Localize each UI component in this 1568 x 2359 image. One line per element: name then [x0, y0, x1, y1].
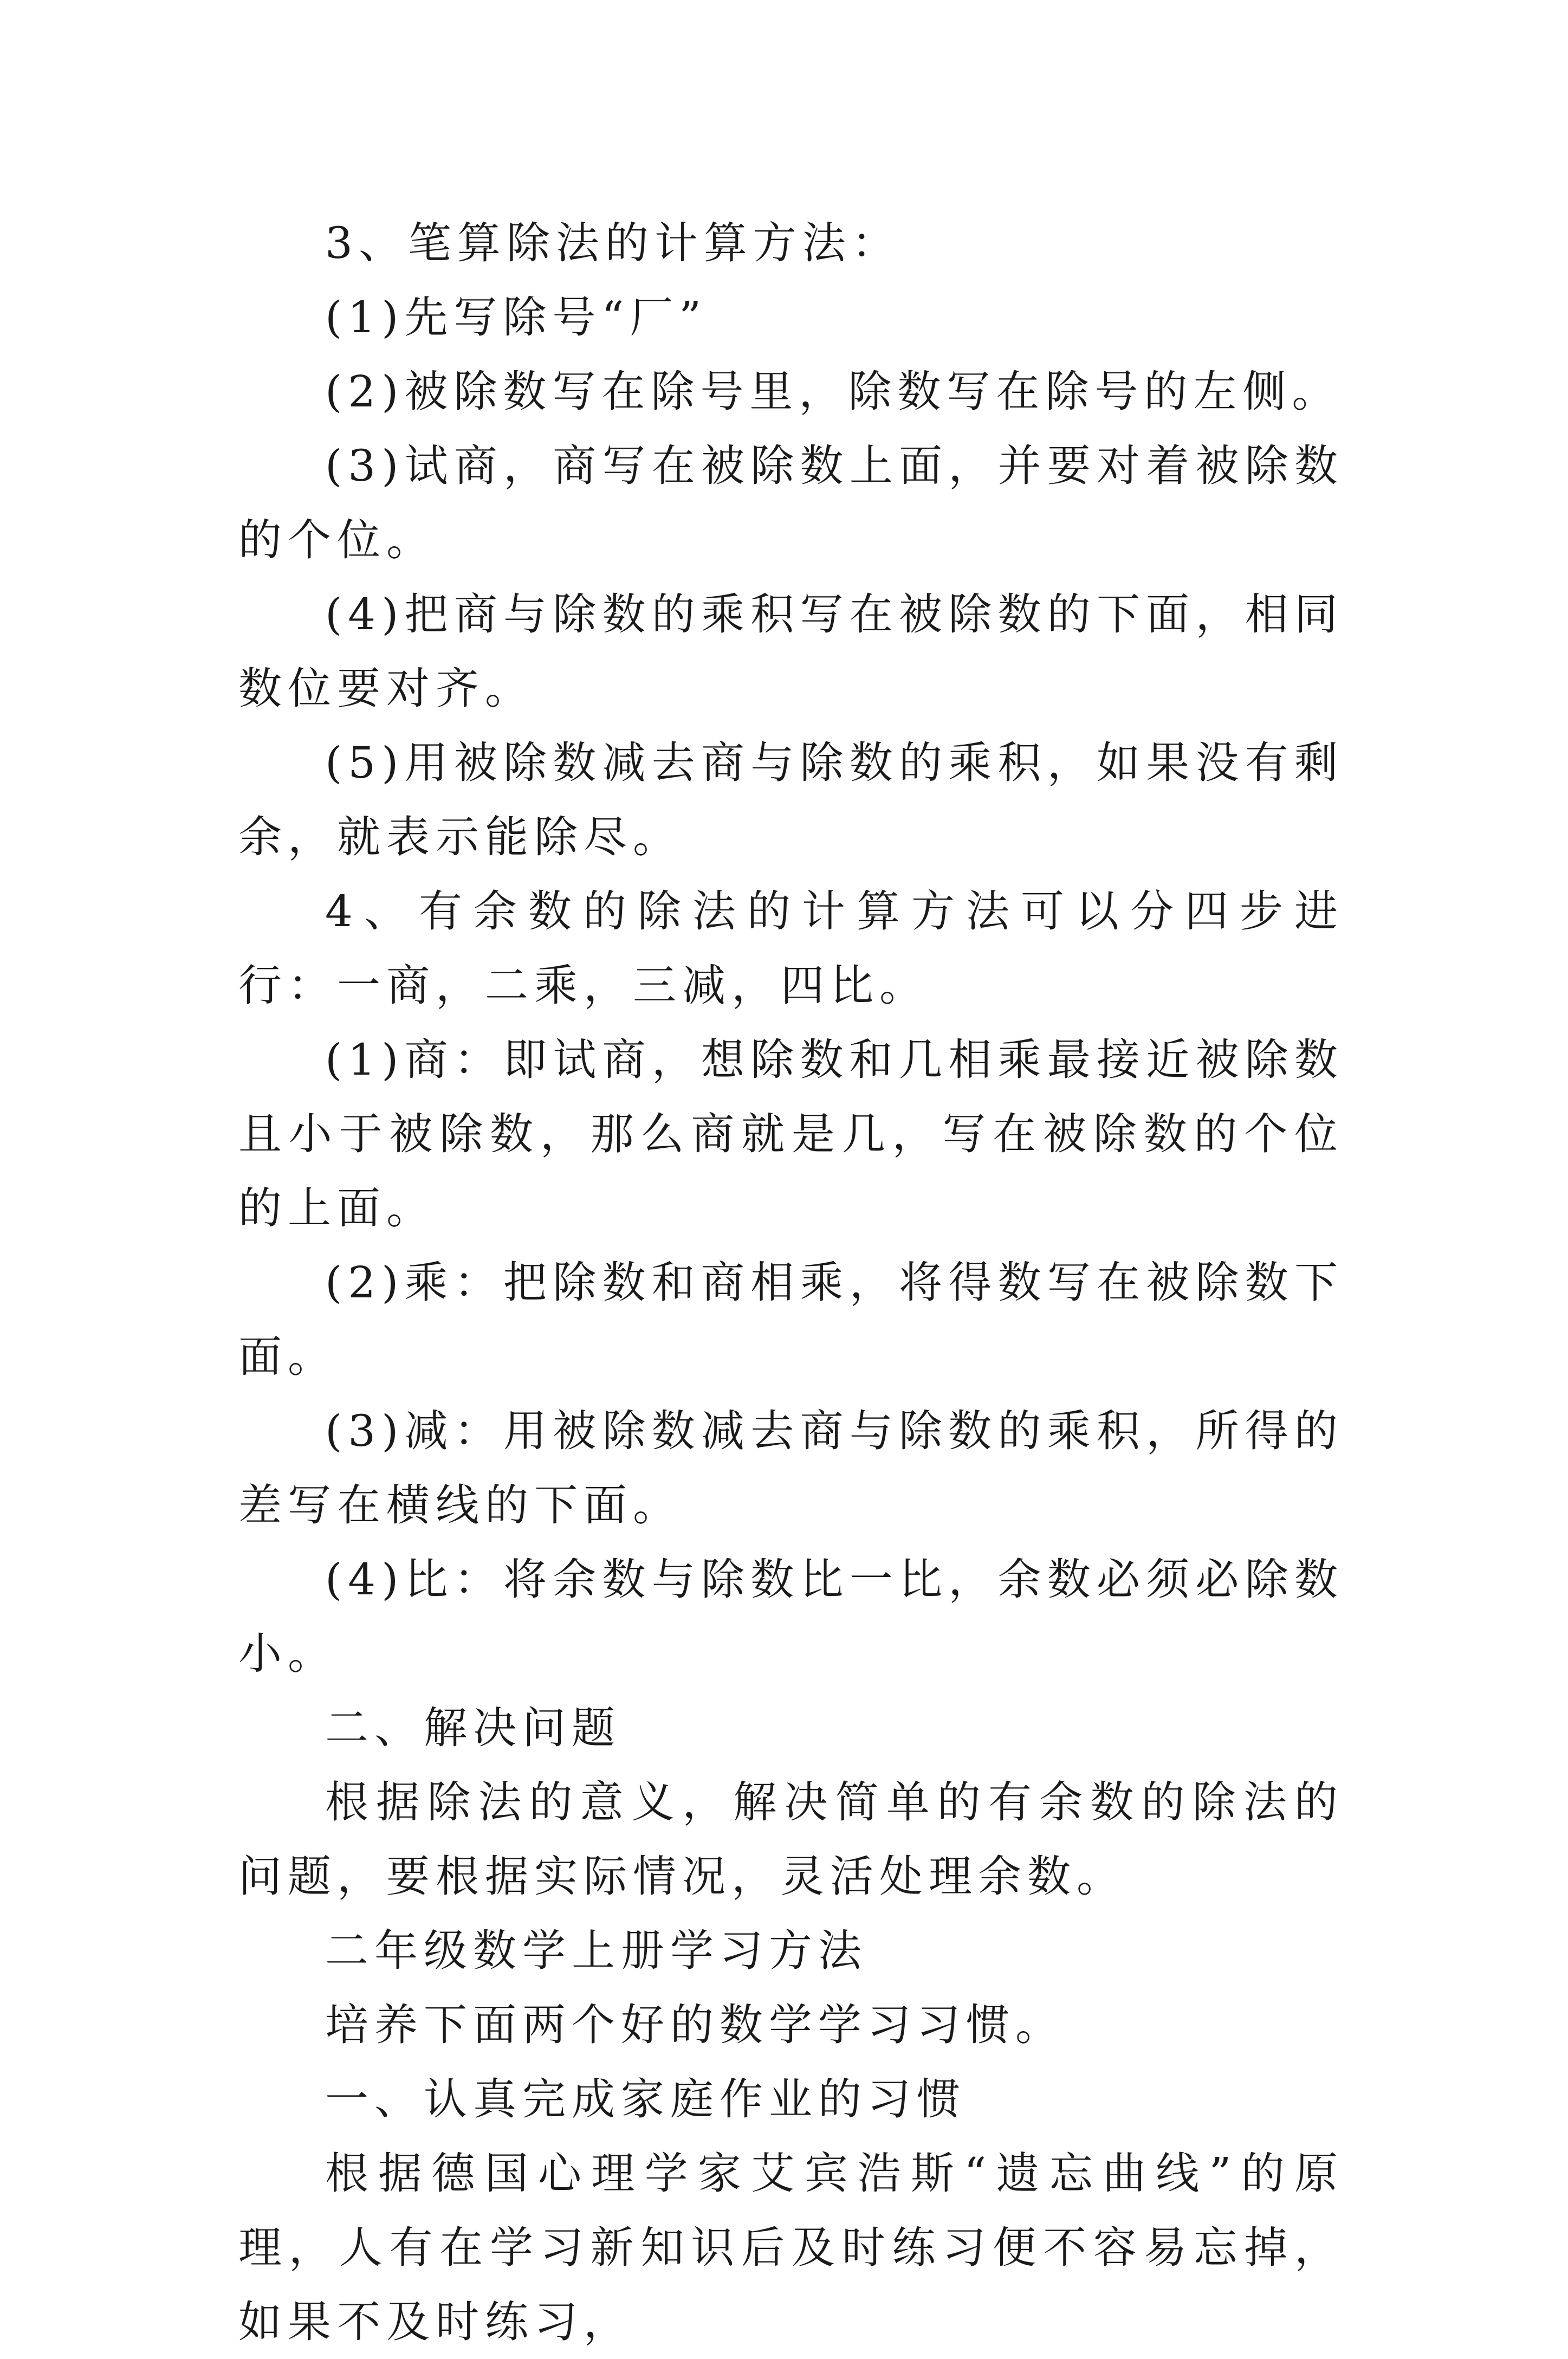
paragraph-step-5: (5)用被除数减去商与除数的乘积，如果没有剩余，就表示能除尽。 — [238, 738, 1344, 862]
paragraph-forgetting-curve: 根据德国心理学家艾宾浩斯“遗忘曲线”的原理，人有在学习新知识后及时练习便不容易忘掉，如果不及时练习， — [238, 2148, 1344, 2347]
paragraph-remainder-step-4: (4)比：将余数与除数比一比，余数必须必除数小。 — [238, 1554, 1344, 1679]
paragraph-step-3: (3)试商，商写在被除数上面，并要对着被除数的个位。 — [238, 441, 1344, 565]
paragraph-solve-problems: 根据除法的意义，解决简单的有余数的除法的问题，要根据实际情况，灵活处理余数。 — [238, 1777, 1344, 1902]
heading-homework-habit: 一、认真完成家庭作业的习惯 — [325, 2074, 966, 2124]
paragraph-section-4-title: 4、有余数的除法的计算方法可以分四步进行：一商，二乘，三减，四比。 — [238, 886, 1344, 1011]
paragraph-step-2: (2)被除数写在除号里，除数写在除号的左侧。 — [325, 366, 1342, 417]
heading-learning-methods: 二年级数学上册学习方法 — [325, 1925, 867, 1976]
paragraph-remainder-step-2: (2)乘：把除数和商相乘，将得数写在被除数下面。 — [238, 1257, 1344, 1382]
paragraph-remainder-step-3: (3)减：用被除数减去商与除数的乘积，所得的差写在横线的下面。 — [238, 1406, 1344, 1530]
paragraph-habits-intro: 培养下面两个好的数学学习习惯。 — [325, 2000, 1065, 2050]
paragraph-step-4: (4)把商与除数的乘积写在被除数的下面，相同数位要对齐。 — [238, 589, 1344, 714]
heading-solve-problems: 二、解决问题 — [325, 1703, 621, 1753]
paragraph-remainder-step-1: (1)商：即试商，想除数和几相乘最接近被除数且小于被除数，那么商就是几，写在被除数的个位的上面。 — [238, 1035, 1344, 1233]
document-body — [238, 206, 1344, 2359]
paragraph-step-1: (1)先写除号“厂” — [325, 292, 708, 342]
paragraph-section-3-title: 3、笔算除法的计算方法： — [325, 218, 901, 268]
